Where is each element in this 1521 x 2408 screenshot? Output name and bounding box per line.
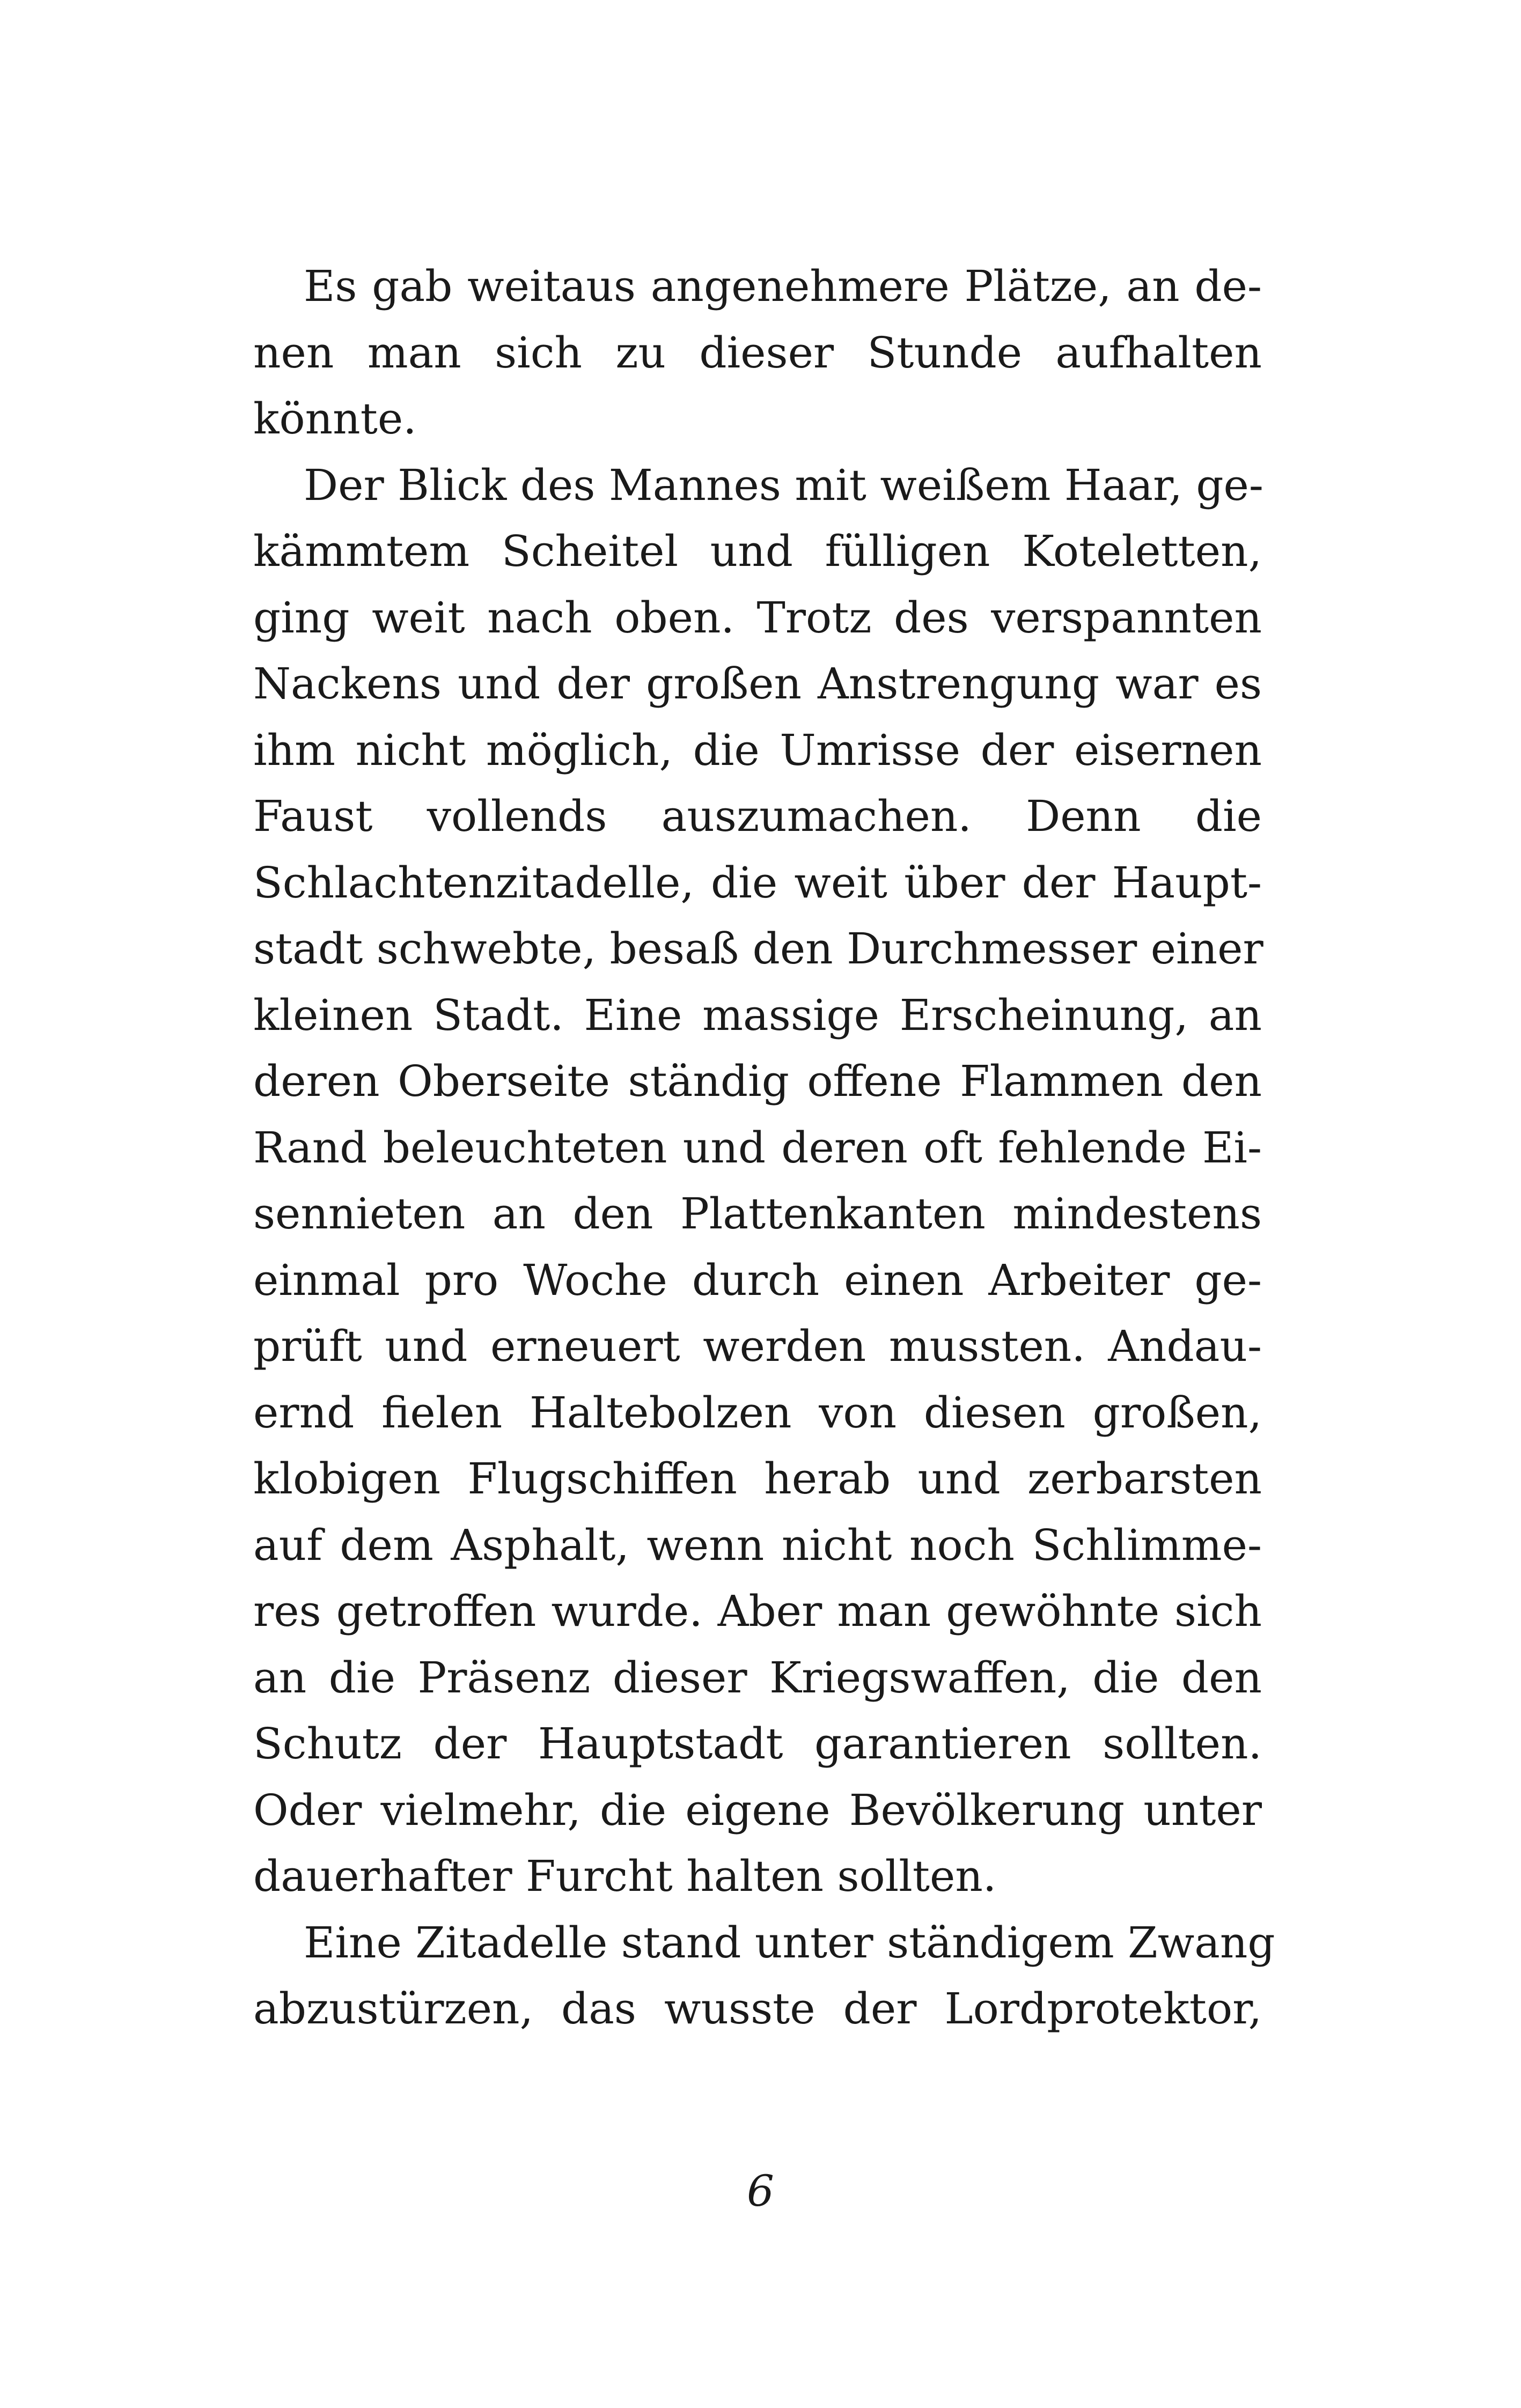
text-line: Faust vollends auszumachen. Denn die <box>253 791 1262 841</box>
text-line: nen man sich zu dieser Stunde aufhalten <box>253 327 1262 378</box>
text-line: Der Blick des Mannes mit weißem Haar, ge- <box>304 460 1263 510</box>
text-line: an die Präsenz dieser Kriegswaffen, die den <box>253 1652 1262 1703</box>
text-line: abzustürzen, das wusste der Lordprotektor, <box>253 1984 1262 2034</box>
text-line: dauerhafter Furcht halten sollten. <box>253 1851 997 1901</box>
text-line: Nackens und der großen Anstrengung war es <box>253 659 1262 709</box>
text-line: Oder vielmehr, die eigene Bevölkerung unter <box>253 1785 1262 1835</box>
page-number: 6 <box>747 2166 774 2216</box>
text-line: kleinen Stadt. Eine massige Erscheinung, an <box>253 990 1262 1040</box>
text-line: ihm nicht möglich, die Umrisse der eisernen <box>253 725 1262 775</box>
text-line: einmal pro Woche durch einen Arbeiter ge- <box>253 1255 1262 1305</box>
text-line: ernd fielen Haltebolzen von diesen großen, <box>253 1387 1262 1438</box>
text-line: Schlachtenzitadelle, die weit über der Haupt- <box>253 857 1262 908</box>
text-line: Eine Zitadelle stand unter ständigem Zwang <box>304 1917 1275 1968</box>
text-line: Es gab weitaus angenehmere Plätze, an de- <box>304 261 1262 311</box>
text-line: sennieten an den Plattenkanten mindestens <box>253 1189 1262 1239</box>
text-line: auf dem Asphalt, wenn nicht noch Schlimme- <box>253 1520 1262 1570</box>
text-line: könnte. <box>253 394 417 444</box>
text-line: klobigen Flugschiffen herab und zerbarsten <box>253 1454 1262 1504</box>
text-line: kämmtem Scheitel und fülligen Koteletten, <box>253 526 1262 576</box>
text-line: res getroffen wurde. Aber man gewöhnte sich <box>253 1586 1262 1636</box>
text-line: Rand beleuchteten und deren oft fehlende Ei- <box>253 1122 1262 1173</box>
text-line: Schutz der Hauptstadt garantieren sollten. <box>253 1719 1262 1769</box>
text-line: stadt schwebte, besaß den Durchmesser einer <box>253 924 1263 974</box>
text-line: prüft und erneuert werden mussten. Andau- <box>253 1321 1262 1371</box>
body-text <box>253 253 1275 2042</box>
text-line: ging weit nach oben. Trotz des verspannten <box>253 592 1262 643</box>
text-line: deren Oberseite ständig offene Flammen den <box>253 1056 1262 1106</box>
